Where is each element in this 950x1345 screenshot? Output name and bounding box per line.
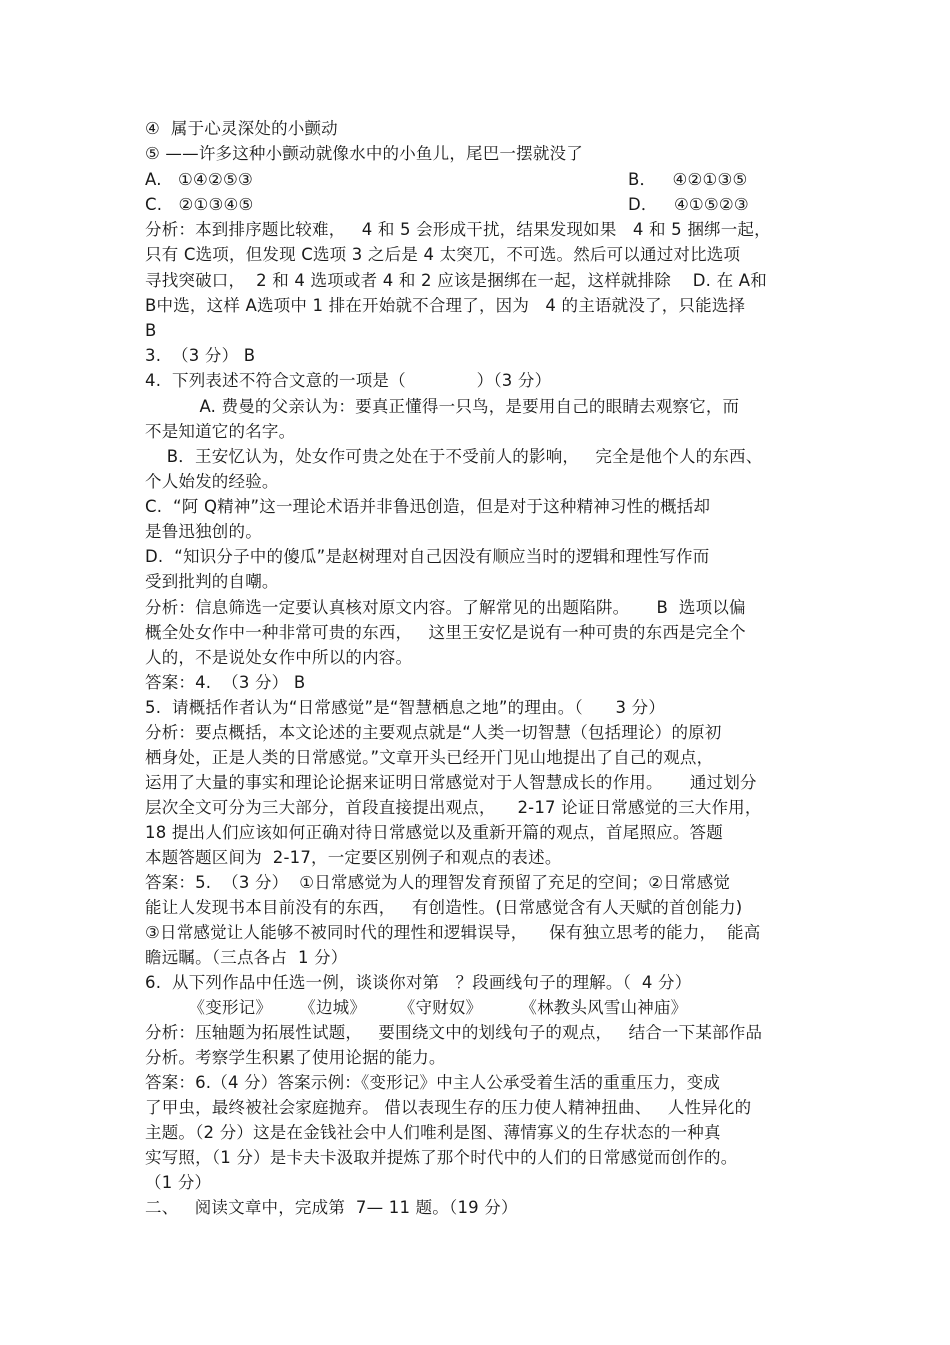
analysis-line: 分析：信息筛选一定要认真核对原文内容。了解常见的出题陷阱。 B 选项以偏 — [145, 598, 746, 617]
option-a: A. ①④②⑤③ — [145, 170, 253, 189]
answer-line: ③日常感觉让人能够不被同时代的理性和逻辑误导， 保有独立思考的能力， 能高 — [145, 923, 761, 942]
option-line: C. “阿 Q精神”这一理论术语并非鲁迅创造，但是对于这种精神习性的概括却 — [145, 497, 711, 516]
analysis-line: 分析。考察学生积累了使用论据的能力。 — [145, 1048, 446, 1067]
analysis-line: 概全处女作中一种非常可贵的东西， 这里王安忆是说有一种可贵的东西是完全个 — [145, 623, 746, 642]
analysis-line: B — [145, 321, 157, 340]
option-line: 是鲁迅独创的。 — [145, 522, 262, 541]
analysis-line: 人的，不是说处女作中所以的内容。 — [145, 648, 413, 667]
question-4: 4. 下列表述不符合文意的一项是（ ）（3 分） — [145, 371, 552, 390]
option-line: A. 费曼的父亲认为：要真正懂得一只鸟，是要用自己的眼睛去观察它，而 — [145, 397, 740, 416]
option-c: C. ②①③④⑤ — [145, 195, 254, 214]
analysis-line: 寻找突破口， 2 和 4 选项或者 4 和 2 应该是捆绑在一起，这样就排除 D. 在 A和 — [145, 271, 767, 290]
answer-line: 答案：6.（4 分）答案示例：《变形记》中主人公承受着生活的重重压力，变成 — [145, 1073, 721, 1092]
analysis-line: 分析：本到排序题比较难， 4 和 5 会形成干扰，结果发现如果 4 和 5 捆绑一起， — [145, 220, 771, 239]
answer-line: 3. （3 分） B — [145, 346, 256, 365]
answer-line: 瞻远瞩。（三点各占 1 分） — [145, 948, 348, 967]
question-6: 6. 从下列作品中任选一例，谈谈你对第 ？段画线句子的理解。（ 4 分） — [145, 973, 692, 992]
option-b: B． ④②①③⑤ — [628, 170, 748, 189]
answer-line: （1 分） — [145, 1173, 212, 1192]
option-line: 不是知道它的名字。 — [145, 422, 296, 441]
answer-line: 实写照，（1 分）是卡夫卡汲取并提炼了那个时代中的人们的日常感觉而创作的。 — [145, 1148, 738, 1167]
analysis-line: 层次全文可分为三大部分，首段直接提出观点， 2-17 论证日常感觉的三大作用， — [145, 798, 762, 817]
answer-line: 了甲虫，最终被社会家庭抛弃。 借以表现生存的压力使人精神扭曲、 人性异化的 — [145, 1098, 752, 1117]
analysis-line: 栖身处，正是人类的日常感觉。”文章开头已经开门见山地提出了自己的观点， — [145, 748, 714, 767]
item-5-line: ⑤ ——许多这种小颤动就像水中的小鱼儿，尾巴一摆就没了 — [145, 144, 583, 163]
works-list: 《变形记》 《边城》 《守财奴》 《林教头风雪山神庙》 — [145, 998, 688, 1017]
analysis-line: 本题答题区间为 2-17，一定要区别例子和观点的表述。 — [145, 848, 562, 867]
answer-line: 主题。（2 分）这是在金钱社会中人们唯利是图、薄情寡义的生存状态的一种真 — [145, 1123, 721, 1142]
option-line: 个人始发的经验。 — [145, 472, 279, 491]
section-heading: 二、 阅读文章中，完成第 7— 11 题。（19 分） — [145, 1198, 518, 1217]
analysis-line: 只有 C选项，但发现 C选项 3 之后是 4 太突兀，不可选。然后可以通过对比选项 — [145, 245, 741, 264]
answer-line: 能让人发现书本目前没有的东西， 有创造性。(日常感觉含有人天赋的首创能力) — [145, 898, 743, 917]
option-line: B．王安忆认为，处女作可贵之处在于不受前人的影响， 完全是他个人的东西、 — [145, 447, 763, 466]
answer-line: 答案：5. （3 分） ①日常感觉为人的理智发育预留了充足的空间；②日常感觉 — [145, 873, 731, 892]
analysis-line: 18 提出人们应该如何正确对待日常感觉以及重新开篇的观点，首尾照应。答题 — [145, 823, 723, 842]
analysis-line: 运用了大量的事实和理论论据来证明日常感觉对于人智慧成长的作用。 通过划分 — [145, 773, 757, 792]
option-line: 受到批判的自嘲。 — [145, 572, 279, 591]
option-d: D． ④①⑤②③ — [628, 195, 749, 214]
analysis-line: 分析：要点概括，本文论述的主要观点就是“人类一切智慧（包括理论）的原初 — [145, 723, 722, 742]
question-5: 5. 请概括作者认为“日常感觉”是“智慧栖息之地”的理由。（ 3 分） — [145, 698, 666, 717]
analysis-line: 分析：压轴题为拓展性试题， 要围绕文中的划线句子的观点， 结合一下某部作品 — [145, 1023, 763, 1042]
item-4-line: ④ 属于心灵深处的小颤动 — [145, 119, 338, 138]
option-line: D. “知识分子中的傻瓜”是赵树理对自己因没有顺应当时的逻辑和理性写作而 — [145, 547, 710, 566]
analysis-line: B中选，这样 A选项中 1 排在开始就不合理了，因为 4 的主语就没了，只能选择 — [145, 296, 746, 315]
answer-line: 答案：4. （3 分） B — [145, 673, 306, 692]
